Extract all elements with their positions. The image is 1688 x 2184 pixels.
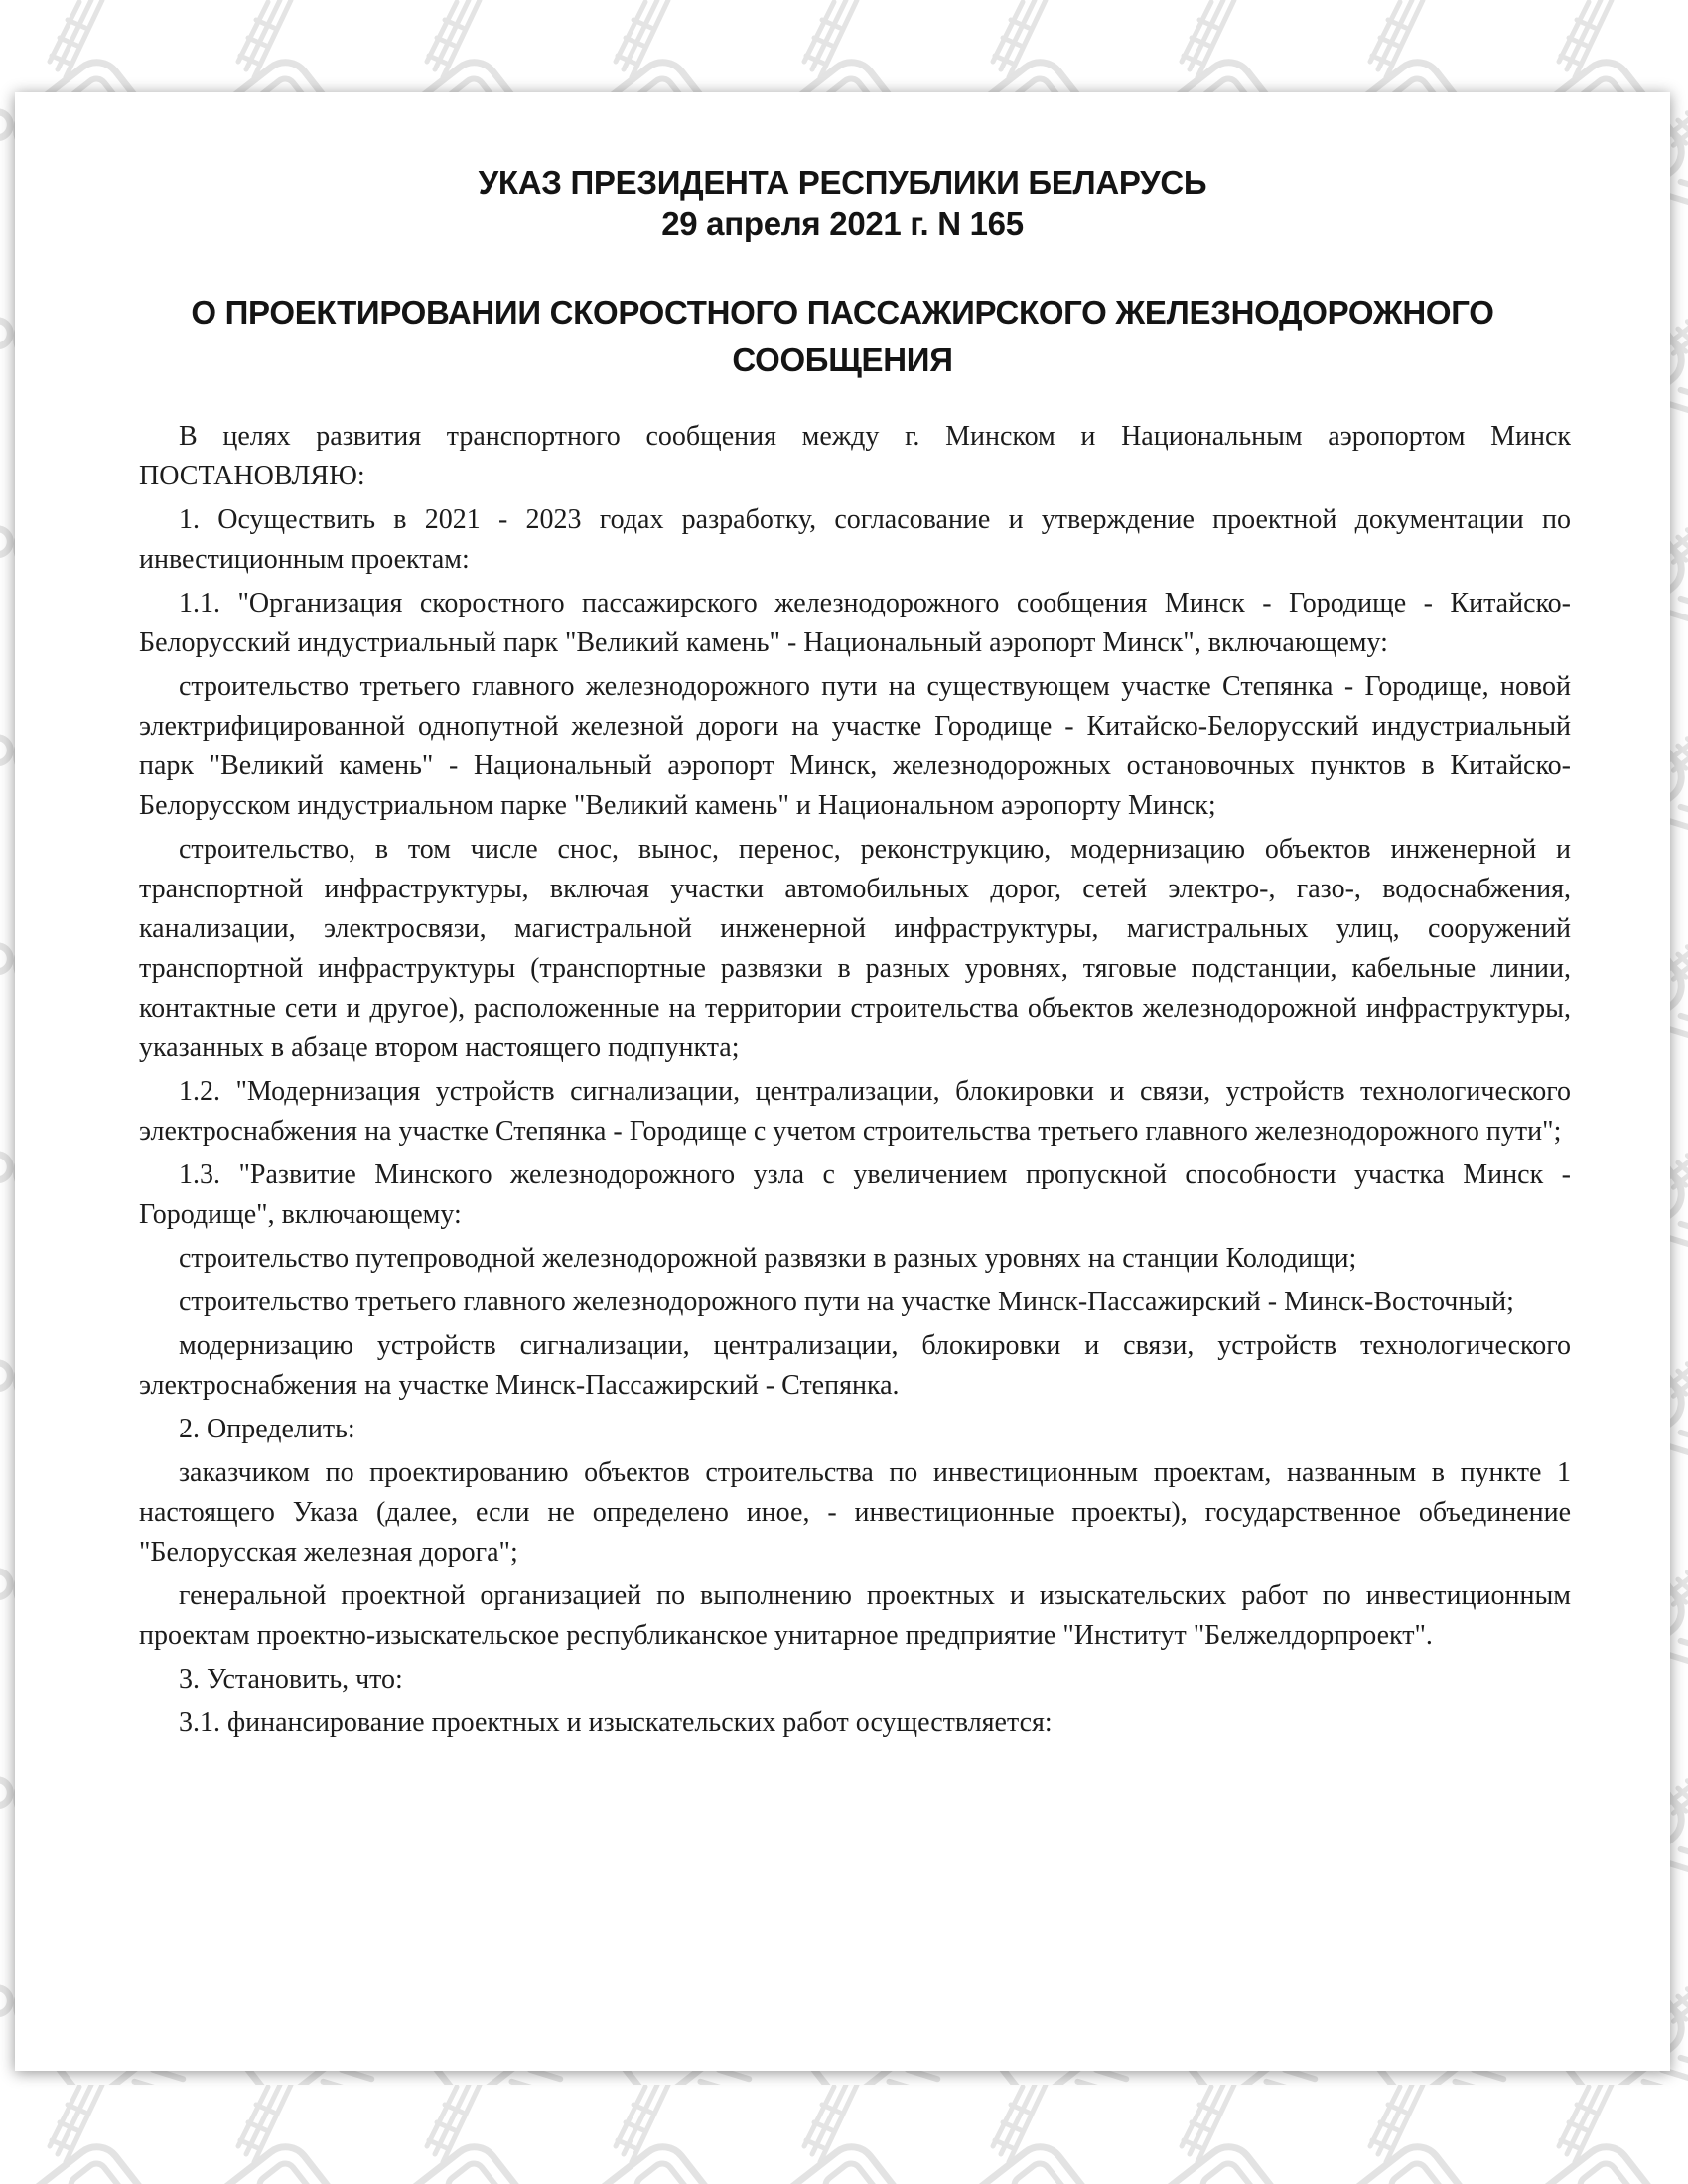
decree-heading: УКАЗ ПРЕЗИДЕНТА РЕСПУБЛИКИ БЕЛАРУСЬ [478, 164, 1207, 201]
paragraph: 1.3. "Развитие Минского железнодорожного узла с увеличением пропускной способности участка Минск - Городище", включающему: [139, 1160, 1571, 1230]
paragraph: 1.1. "Организация скоростного пассажирского железнодорожного сообщения Минск - Городище - Китайско-Белорусский индустриальный парк "Великий камень" - Национальный аэропорт Минск", включающему: [139, 588, 1571, 658]
document-body [139, 417, 1571, 1743]
paragraph: генеральной проектной организацией по выполнению проектных и изыскательских работ по инвестиционным проектам проектно-изыскательское республиканское унитарное предприятие "Институт "Белжелдорпроект". [139, 1580, 1571, 1651]
paragraph: модернизацию устройств сигнализации, централизации, блокировки и связи, устройств технологического электроснабжения на участке Минск-Пассажирский - Степянка. [139, 1330, 1571, 1401]
document-page [15, 92, 1670, 2071]
document-header [15, 162, 1670, 245]
document-title: О ПРОЕКТИРОВАНИИ СКОРОСТНОГО ПАССАЖИРСКОГО ЖЕЛЕЗНОДОРОЖНОГО СООБЩЕНИЯ [191, 294, 1494, 378]
decree-date-number: 29 апреля 2021 г. N 165 [661, 205, 1024, 242]
paragraph: заказчиком по проектированию объектов строительства по инвестиционным проектам, названным в пункте 1 настоящего Указа (далее, если не определено иное, - инвестиционные проекты), государственное объединение "Белорусская железная дорога"; [139, 1457, 1571, 1568]
paragraph: 2. Определить: [179, 1414, 355, 1444]
paragraph: В целях развития транспортного сообщения между г. Минском и Национальным аэропортом Минск ПОСТАНОВЛЯЮ: [139, 421, 1571, 491]
paragraph: строительство, в том числе снос, вынос, перенос, реконструкцию, модернизацию объектов инженерной и транспортной инфраструктуры, включая участки автомобильных дорог, сетей электро-, газо-, водоснабжения, канализации, электросвязи, магистральной инженерной инфраструктуры, магистральных улиц, сооружений транспортной инфраструктуры (транспортные развязки в разных уровнях, тяговые подстанции, кабельные линии, контактные сети и другое), расположенные на территории строительства объектов железнодорожной инфраструктуры, указанных в абзаце втором настоящего подпункта; [139, 834, 1571, 1063]
paragraph: 1.2. "Модернизация устройств сигнализации, централизации, блокировки и связи, устройств технологического электроснабжения на участке Степянка - Городище с учетом строительства третьего главного железнодорожного пути"; [139, 1076, 1571, 1147]
paragraph: строительство путепроводной железнодорожной развязки в разных уровнях на станции Колодищи; [179, 1243, 1357, 1274]
paragraph: строительство третьего главного железнодорожного пути на существующем участке Степянка - Городище, новой электрифицированной однопутной железной дороги на участке Городище - Китайско-Белорусский индустриальный парк "Великий камень" - Национальный аэропорт Минск, железнодорожных остановочных пунктов в Китайско-Белорусском индустриальном парке "Великий камень" и Национальном аэропорту Минск; [139, 671, 1571, 821]
paragraph: 3.1. финансирование проектных и изыскательских работ осуществляется: [179, 1707, 1053, 1738]
paragraph: 1. Осуществить в 2021 - 2023 годах разработку, согласование и утверждение проектной документации по инвестиционным проектам: [139, 504, 1571, 575]
paragraph: 3. Установить, что: [179, 1664, 403, 1695]
paragraph: строительство третьего главного железнодорожного пути на участке Минск-Пассажирский - Минск-Восточный; [179, 1287, 1514, 1317]
